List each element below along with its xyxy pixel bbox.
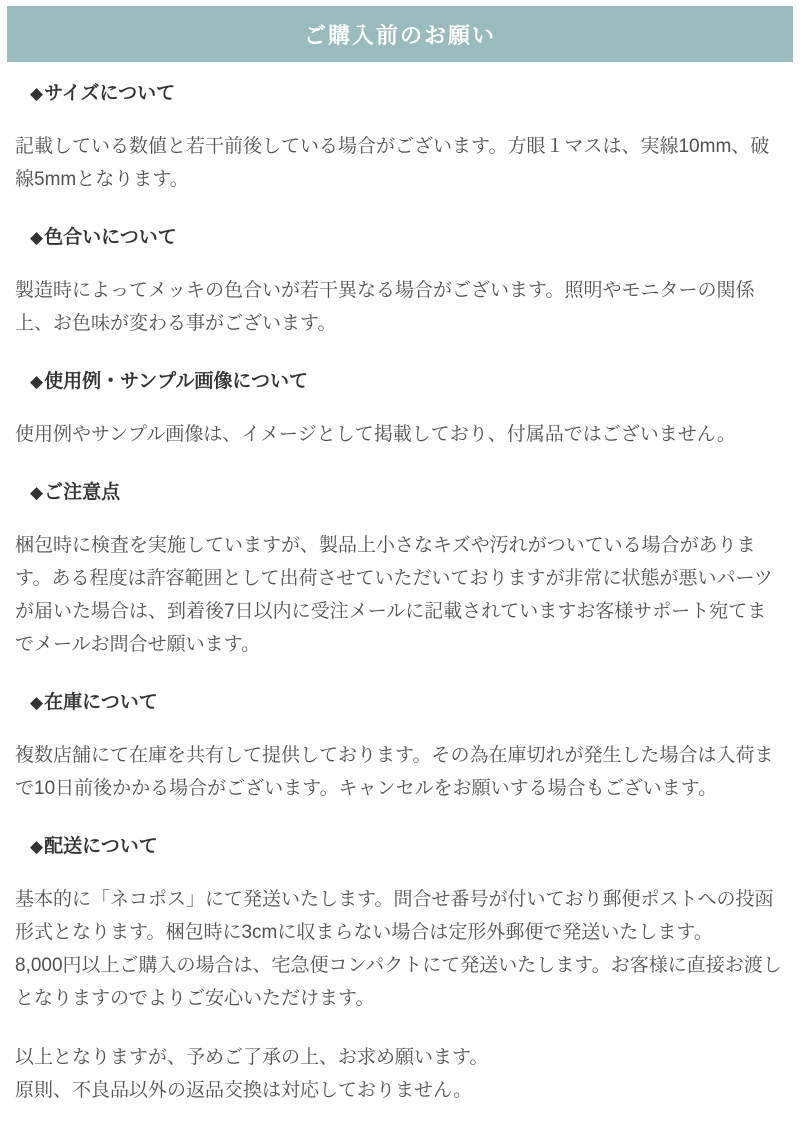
closing-line-returns-policy: 原則、不良品以外の返品交換は対応しておりません。 [15, 1080, 473, 1101]
diamond-bullet-icon: ◆ [30, 693, 44, 712]
diamond-bullet-icon: ◆ [30, 483, 44, 502]
section-heading-color [30, 228, 785, 248]
diamond-bullet-icon: ◆ [30, 84, 44, 103]
section-heading-sample-images [30, 372, 785, 392]
section-heading-label: サイズについて [44, 83, 176, 104]
section-body-shipping: 基本的に「ネコポス」にて発送いたします。問合せ番号が付いており郵便ポストへの投函形式となります。梱包時に3cmに収まらない場合は定形外郵便で発送いたします。 [15, 889, 774, 943]
section-body-size: 記載している数値と若干前後している場合がございます。方眼１マスは、実線10mm、破線5mmとなります。 [15, 136, 770, 190]
section-heading-cautions [30, 483, 785, 503]
section-body-sample-images: 使用例やサンプル画像は、イメージとして掲載しており、付属品ではございません。 [15, 424, 736, 445]
purchase-notice-page [0, 6, 800, 1123]
diamond-bullet-icon: ◆ [30, 228, 44, 247]
page-title: ご購入前のお願い [303, 22, 496, 48]
section-body-color: 製造時によってメッキの色合いが若干異なる場合がございます。照明やモニターの関係上、お色味が変わる事がございます。 [15, 280, 755, 334]
section-body-stock: 複数店舗にて在庫を共有して提供しております。その為在庫切れが発生した場合は入荷まで10日前後かかる場合がございます。キャンセルをお願いする場合もございます。 [15, 745, 774, 799]
section-heading-size [30, 84, 785, 104]
diamond-bullet-icon: ◆ [30, 372, 44, 391]
section-heading-label: 在庫について [44, 692, 158, 713]
diamond-bullet-icon: ◆ [30, 837, 44, 856]
section-heading-shipping [30, 837, 785, 857]
section-body-cautions: 梱包時に検査を実施していますが、製品上小さなキズや汚れがついている場合があります。ある程度は許容範囲として出荷させていただいておりますが非常に状態が悪いパーツが届いた場合は、到着後7日以内に受注メールに記載されていますお客様サポート宛てまでメールお問合せ願います。 [15, 535, 773, 655]
page-header [7, 6, 793, 62]
section-heading-label: 使用例・サンプル画像について [44, 371, 308, 392]
notice-content [0, 84, 800, 1123]
section-body-shipping-cont: 8,000円以上ご購入の場合は、宅急便コンパクトにて発送いたします。お客様に直接お渡しとなりますのでよりご安心いただけます。 [15, 955, 782, 1009]
section-heading-label: ご注意点 [44, 482, 121, 503]
closing-line-acknowledgement: 以上となりますが、予めご了承の上、お求め願います。 [15, 1047, 489, 1068]
section-heading-label: 色合いについて [44, 227, 177, 248]
section-heading-stock [30, 693, 785, 713]
section-heading-label: 配送について [44, 836, 158, 857]
